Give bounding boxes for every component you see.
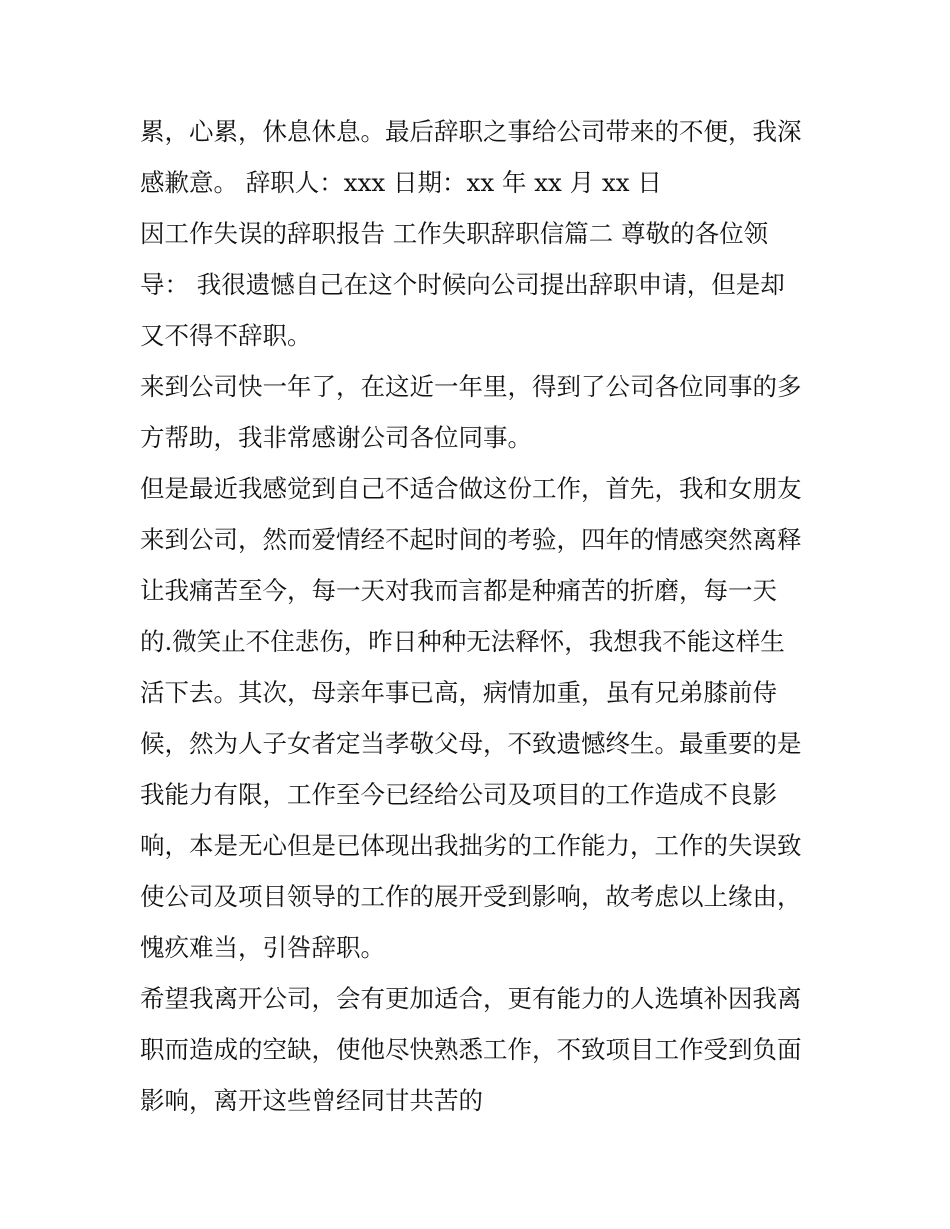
text-line: 的.微笑止不住悲伤，昨日种种无法释怀，我想我不能这样生 — [140, 627, 785, 656]
text-line: 希望我离开公司，会有更加适合，更有能力的人选填补因我离 — [140, 984, 802, 1013]
text-line: 导： 我很遗憾自己在这个时候向公司提出辞职申请，但是却 — [140, 270, 785, 299]
text-line: 候，然为人子女者定当孝敬父母，不致遗憾终生。最重要的是 — [140, 729, 802, 758]
text-line: 职而造成的空缺，使他尽快熟悉工作，不致项目工作受到负面 — [140, 1035, 802, 1064]
text-line: 我能力有限，工作至今已经给公司及项目的工作造成不良影 — [140, 780, 777, 809]
text-line: 使公司及项目领导的工作的展开受到影响，故考虑以上缘由， — [140, 882, 802, 911]
text-line: 让我痛苦至今，每一天对我而言都是种痛苦的折磨，每一天 — [140, 576, 777, 605]
text-line: 又不得不辞职。 — [140, 321, 312, 350]
text-line: 但是最近我感觉到自己不适合做这份工作，首先，我和女朋友 — [140, 474, 802, 503]
text-line: 愧疚难当，引咎辞职。 — [140, 933, 385, 962]
text-line: 因工作失误的辞职报告 工作失职辞职信篇二 尊敬的各位领 — [140, 219, 769, 248]
text-line: 方帮助，我非常感谢公司各位同事。 — [140, 423, 532, 452]
text-line: 响，本是无心但是已体现出我拙劣的工作能力，工作的失误致 — [140, 831, 802, 860]
document-body — [140, 106, 830, 1126]
text-line: 影响，离开这些曾经同甘共苦的 — [140, 1086, 483, 1115]
text-line: 来到公司，然而爱情经不起时间的考验，四年的情感突然离释 — [140, 525, 802, 554]
text-line: 感歉意。 辞职人：xxx 日期：xx 年 xx 月 xx 日 — [140, 168, 662, 197]
text-line: 活下去。其次，母亲年事已高，病情加重，虽有兄弟膝前侍 — [140, 678, 777, 707]
text-line: 来到公司快一年了，在这近一年里，得到了公司各位同事的多 — [140, 372, 802, 401]
text-line: 累，心累，休息休息。最后辞职之事给公司带来的不便，我深 — [140, 117, 802, 146]
